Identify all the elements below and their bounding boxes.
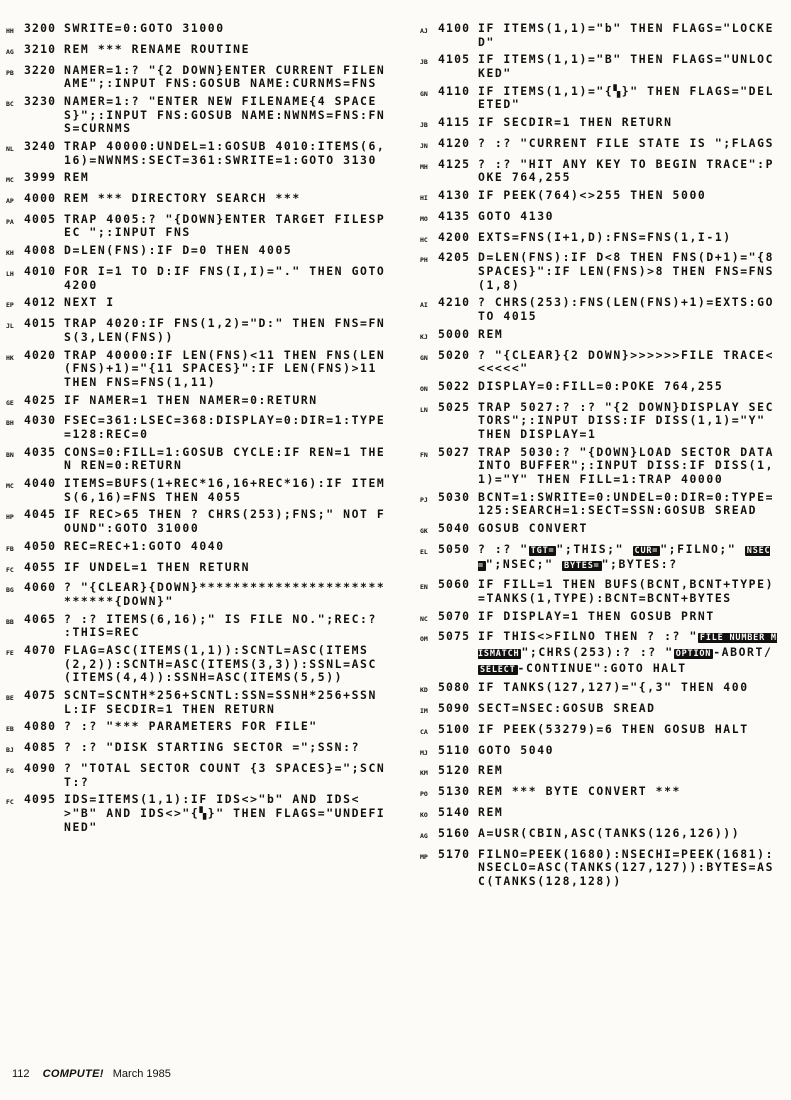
code-line [420,681,780,698]
line-number: 4065 [24,611,57,626]
checksum-code: PB [6,68,14,77]
code-text: FOR I=1 TO D:IF FNS(I,I)="." THEN GOTO 4200 [64,264,394,292]
checksum-code: BC [6,99,14,108]
code-line [420,328,780,345]
code-line [6,43,390,60]
inverse-video-text: TGT= [530,545,555,556]
code-segment: ";CHRS(253):? :? " [521,644,674,659]
inverse-video-text: CUR= [634,545,659,556]
code-text: GOTO 4130 [478,208,555,223]
code-text: REC=REC+1:GOTO 4040 [64,538,225,553]
line-number: 4010 [24,264,57,278]
code-line [420,806,780,823]
code-line [420,543,780,574]
code-line [420,702,780,719]
code-text: FILNO=PEEK(1680):NSECHI=PEEK(1681):NSECLO=ASC(TANKS(127,127)):BYTES=ASC(TANKS(128,128)) [478,846,775,888]
checksum-code: JL [6,322,14,331]
code-text: DISPLAY=0:FILL=0:POKE 764,255 [478,378,724,393]
code-line [420,116,780,133]
code-text: NEXT I [64,295,115,310]
code-line [6,689,390,716]
checksum-code: EL [420,547,428,556]
code-text: EXTS=FNS(I+1,D):FNS=FNS(1,I-1) [478,229,732,244]
line-number: 5025 [438,399,471,414]
code-line [6,317,390,344]
code-text [478,543,780,574]
code-line [6,244,390,261]
line-number: 4045 [24,507,57,522]
checksum-code: NC [420,614,428,623]
line-number: 5000 [438,326,471,341]
line-number: 3240 [24,138,57,153]
line-number: 5140 [438,804,471,819]
code-text: IF PEEK(764)<>255 THEN 5000 [478,188,707,203]
listing-column-left [6,21,394,838]
code-segment: ";THIS;" [556,541,633,556]
code-line [6,140,390,167]
magazine-name: COMPUTE! [42,1068,104,1080]
checksum-code: JB [420,58,428,67]
line-number: 4070 [24,643,57,658]
code-text: SWRITE=0:GOTO 31000 [64,21,225,35]
checksum-code: HC [420,235,428,244]
line-number: 4020 [24,347,57,362]
code-text: FLAG=ASC(ITEMS(1,1)):SCNTL=ASC(ITEMS(2,2)):SCNTH=ASC(ITEMS(3,3)):SSNL=ASC(ITEMS(4,4)):SSNH=ASC(ITEMS(5,5)) [64,643,377,685]
checksum-code: AJ [420,27,428,35]
code-segment: -ABORT/ [713,644,773,659]
checksum-code: MP [420,852,428,861]
line-number: 4055 [24,559,57,574]
code-line [420,744,780,761]
line-number: 4005 [24,211,57,226]
code-text: TRAP 4020:IF FNS(1,2)="D:" THEN FNS=FNS(3,LEN(FNS)) [64,316,386,344]
code-text: IDS=ITEMS(1,1):IF IDS<>"b" AND IDS<>"B" AND IDS<>"{▚}" THEN FLAGS="UNDEFINED" [64,792,386,834]
code-line [420,785,780,802]
code-text: REM [64,170,90,185]
code-line [6,349,390,390]
code-line [420,764,780,781]
listing-column-right [420,21,783,893]
checksum-code: PA [6,217,14,226]
checksum-code: MC [6,482,14,491]
code-line [6,64,390,91]
line-number: 5060 [438,577,471,592]
code-line [420,578,780,605]
code-line [420,522,780,539]
checksum-code: FB [6,544,14,553]
page-number: 112 [12,1068,30,1080]
code-line [420,137,780,154]
line-number: 3210 [24,41,57,56]
code-line [6,192,390,209]
code-text: ? :? ITEMS(6,16);" IS FILE NO.";REC:? :THIS=REC [64,611,386,640]
line-number: 4095 [24,792,57,807]
code-line [6,264,394,292]
code-text: REM [478,326,504,341]
code-text: TRAP 5027:? :? "{2 DOWN}DISPLAY SECTORS";:INPUT DISS:IF DISS(1,1)="Y" THEN DISPLAY=1 [478,399,775,441]
inverse-video-text: BYTES= [564,561,600,572]
code-line [6,95,390,136]
checksum-code: PH [420,256,428,265]
code-line [6,561,390,578]
code-text: IF DISPLAY=1 THEN GOSUB PRNT [478,608,715,623]
line-number: 4080 [24,719,57,734]
line-number: 4205 [438,250,471,265]
line-number: 4100 [438,21,471,35]
line-number: 3230 [24,93,57,108]
checksum-code: FC [6,798,14,807]
inverse-video-text: NSEC= [478,545,771,572]
code-text: REM [478,763,504,778]
code-line [420,630,780,677]
code-text: NAMER=1:? "{2 DOWN}ENTER CURRENT FILENAME";:INPUT FNS:GOSUB NAME:CURNMS=FNS [64,62,386,91]
code-text: D=LEN(FNS):IF D<8 THEN FNS(D+1)="{8 SPACES}":IF LEN(FNS)>8 THEN FNS=FNS(1,8) [478,250,783,292]
code-line [420,827,780,844]
line-number: 4035 [24,444,57,459]
checksum-code: MO [420,214,428,223]
checksum-code: IM [420,707,428,716]
code-line [6,446,390,473]
checksum-code: KO [420,810,428,819]
checksum-code: HP [6,513,14,522]
line-number: 4120 [438,135,471,150]
checksum-code: JB [420,121,428,130]
line-number: 5050 [438,541,471,556]
code-text: FSEC=361:LSEC=368:DISPLAY=0:DIR=1:TYPE=128:REC=0 [64,413,386,441]
code-text: TRAP 5030:? "{DOWN}LOAD SECTOR DATA INTO BUFFER";:INPUT DISS:IF DISS(1,1)="Y" THEN FILL=1:TRAP 40000 [478,444,783,486]
checksum-code: BH [6,419,14,428]
checksum-code: EN [420,583,428,592]
code-segment: ? :? " [478,541,529,556]
code-text: A=USR(CBIN,ASC(TANKS(126,126))) [478,825,741,840]
checksum-code: NL [6,144,14,153]
line-number: 4200 [438,229,471,244]
line-number: 4000 [24,191,57,206]
line-number: 5075 [438,629,471,644]
code-segment: -CONTINUE":GOTO HALT [517,660,687,675]
code-line [420,189,780,206]
checksum-code: FN [420,450,428,459]
line-number: 4015 [24,316,57,331]
code-text: REM *** RENAME ROUTINE [64,41,251,56]
code-line [420,85,780,112]
code-line [6,508,390,535]
code-line [420,250,783,292]
line-number: 4110 [438,83,471,98]
code-text: BCNT=1:SWRITE=0:UNDEL=0:DIR=0:TYPE=125:SEARCH=1:SECT=SSN:GOSUB SREAD [478,489,775,518]
checksum-code: EP [6,301,14,310]
checksum-code: BJ [6,746,14,755]
code-line [6,720,390,737]
code-text: IF TANKS(127,127)="{,3" THEN 400 [478,680,749,695]
checksum-code: GN [420,353,428,362]
code-line [420,444,783,487]
line-number: 4130 [438,188,471,203]
line-number: 5110 [438,742,471,757]
checksum-code: PJ [420,495,428,504]
line-number: 5070 [438,608,471,623]
checksum-code: OM [420,635,428,644]
code-line [420,401,780,442]
line-number: 4040 [24,476,57,491]
code-text: REM [478,804,504,819]
line-number: 5100 [438,721,471,736]
code-segment: IF THIS<>FILNO THEN ? :? " [478,629,698,644]
checksum-code: EB [6,725,14,734]
code-text: ? :? "DISK STARTING SECTOR =";SSN:? [64,740,361,755]
inverse-video-text: SELECT [480,664,516,675]
code-text: TRAP 4005:? "{DOWN}ENTER TARGET FILESPEC ";:INPUT FNS [64,211,386,240]
code-line [6,477,390,504]
checksum-code: MH [420,162,428,171]
checksum-code: MJ [420,748,428,757]
code-text: IF FILL=1 THEN BUFS(BCNT,BCNT+TYPE)=TANKS(1,TYPE):BCNT=BCNT+BYTES [478,577,775,605]
code-text: SECT=NSEC:GOSUB SREAD [478,701,656,716]
code-line [6,171,390,188]
line-number: 4008 [24,243,57,258]
checksum-code: MC [6,176,14,185]
line-number: 4135 [438,208,471,223]
checksum-code: GE [6,398,14,407]
code-segment: ";FILNO;" [660,541,745,556]
code-line [6,581,390,608]
checksum-code: GN [420,89,428,98]
code-line [420,349,780,376]
code-text: CONS=0:FILL=1:GOSUB CYCLE:IF REN=1 THEN REN=0:RETURN [64,444,386,473]
checksum-code: KD [420,686,428,695]
line-number: 4105 [438,52,471,67]
code-text: IF UNDEL=1 THEN RETURN [64,559,251,574]
checksum-code: HI [420,194,428,203]
checksum-code: JN [420,141,428,150]
code-text: ? "{CLEAR}{DOWN}****************************{DOWN}" [64,580,386,608]
checksum-code: KH [6,249,14,258]
code-text: IF ITEMS(1,1)="B" THEN FLAGS="UNLOCKED" [478,52,775,80]
line-number: 5030 [438,489,471,504]
code-text: D=LEN(FNS):IF D=0 THEN 4005 [64,243,293,258]
line-number: 4050 [24,538,57,553]
checksum-code: BE [6,694,14,703]
code-text: NAMER=1:? "ENTER NEW FILENAME{4 SPACES}";:INPUT FNS:GOSUB NAME:NWNMS=FNS:FNS=CURNMS [64,93,386,136]
code-text: IF REC>65 THEN ? CHRS(253);FNS;" NOT FOUND":GOTO 31000 [64,507,386,535]
code-line [420,848,780,889]
checksum-code: AG [420,831,428,840]
checksum-code: KJ [420,332,428,341]
code-text: GOTO 5040 [478,742,555,757]
line-number: 5022 [438,378,471,393]
code-text: ? :? "*** PARAMETERS FOR FILE" [64,719,318,734]
code-text: TRAP 40000:IF LEN(FNS)<11 THEN FNS(LEN(FNS)+1)="{11 SPACES}":IF LEN(FNS)>11 THEN FNS=FNS(1,11) [64,347,386,389]
line-number: 5027 [438,444,471,459]
checksum-code: FG [6,767,14,775]
checksum-code: FE [6,649,14,658]
line-number: 4030 [24,413,57,428]
line-number: 3999 [24,170,57,185]
line-number: 4125 [438,156,471,171]
line-number: 4090 [24,761,57,775]
code-text: ? "TOTAL SECTOR COUNT {3 SPACES}=";SCNT:? [64,761,386,789]
line-number: 4060 [24,580,57,595]
line-number: 4085 [24,740,57,755]
code-text: IF PEEK(53279)=6 THEN GOSUB HALT [478,721,749,736]
page-footer [12,1068,171,1080]
code-line [6,613,390,640]
code-text: ? :? "HIT ANY KEY TO BEGIN TRACE":POKE 764,255 [478,156,775,185]
checksum-code: ON [420,384,428,393]
checksum-code: FC [6,565,14,574]
code-line [6,394,390,411]
code-line [6,213,390,240]
checksum-code: BN [6,450,14,459]
code-line [420,231,780,248]
code-text: SCNT=SCNTH*256+SCNTL:SSN=SSNH*256+SSNL:IF SECDIR=1 THEN RETURN [64,688,377,716]
code-line [6,762,390,789]
line-number: 5130 [438,784,471,799]
code-line [420,22,780,49]
code-text: IF NAMER=1 THEN NAMER=0:RETURN [64,392,318,407]
code-text: GOSUB CONVERT [478,521,588,535]
code-text [478,630,780,677]
code-line [420,723,780,740]
checksum-code: HK [6,353,14,362]
code-text: ? :? "CURRENT FILE STATE IS ";FLAGS [478,135,775,150]
line-number: 4075 [24,688,57,703]
line-number: 4025 [24,392,57,407]
checksum-code: BG [6,586,14,595]
line-number: 5080 [438,680,471,695]
code-line [6,741,390,758]
code-line [6,540,390,557]
code-text: IF ITEMS(1,1)="{▚}" THEN FLAGS="DELETED" [478,83,775,112]
checksum-code: BB [6,617,14,626]
code-text: TRAP 40000:UNDEL=1:GOSUB 4010:ITEMS(6,16)=NWNMS:SECT=361:SWRITE=1:GOTO 3130 [64,138,386,167]
checksum-code: AP [6,197,14,206]
line-number: 5120 [438,763,471,778]
code-line [6,644,390,685]
code-line [420,380,780,397]
code-text: IF ITEMS(1,1)="b" THEN FLAGS="LOCKED" [478,21,775,49]
code-line [6,22,390,39]
code-text: REM *** BYTE CONVERT *** [478,784,681,799]
line-number: 5040 [438,521,471,535]
code-line [420,53,780,80]
line-number: 4210 [438,295,471,310]
line-number: 5020 [438,347,471,362]
code-text: ? CHRS(253):FNS(LEN(FNS)+1)=EXTS:GOTO 4015 [478,295,775,323]
checksum-code: KM [420,769,428,778]
line-number: 3220 [24,62,57,77]
inverse-video-text: FILE NUMBER MISMATCH [478,633,777,659]
issue-date: March 1985 [112,1068,171,1080]
code-text: REM *** DIRECTORY SEARCH *** [64,191,301,206]
code-text: ITEMS=BUFS(1+REC*16,16+REC*16):IF ITEMS(6,16)=FNS THEN 4055 [64,476,386,504]
checksum-code: GK [420,527,428,535]
line-number: 5090 [438,701,471,716]
code-line [420,491,780,518]
line-number: 3200 [24,21,57,35]
line-number: 5170 [438,846,471,861]
code-line [6,414,390,441]
checksum-code: LN [420,405,428,414]
code-line [420,210,780,227]
code-line [420,158,780,185]
checksum-code: HH [6,27,14,35]
code-line [6,296,390,313]
code-text: ? "{CLEAR}{2 DOWN}>>>>>>FILE TRACE<<<<<<" [478,347,775,376]
line-number: 5160 [438,825,471,840]
checksum-code: AI [420,301,428,310]
checksum-code: PO [420,790,428,799]
checksum-code: LH [6,270,14,278]
code-line [420,296,780,323]
checksum-code: AG [6,47,14,56]
checksum-code: CA [420,727,428,736]
line-number: 4115 [438,115,471,130]
code-line [420,610,780,627]
code-segment: ";NSEC;" [485,557,563,572]
line-number: 4012 [24,295,57,310]
code-line [6,793,390,834]
inverse-video-text: OPTION [675,648,712,659]
code-segment: ";BYTES:? [601,557,678,572]
code-text: IF SECDIR=1 THEN RETURN [478,115,673,130]
